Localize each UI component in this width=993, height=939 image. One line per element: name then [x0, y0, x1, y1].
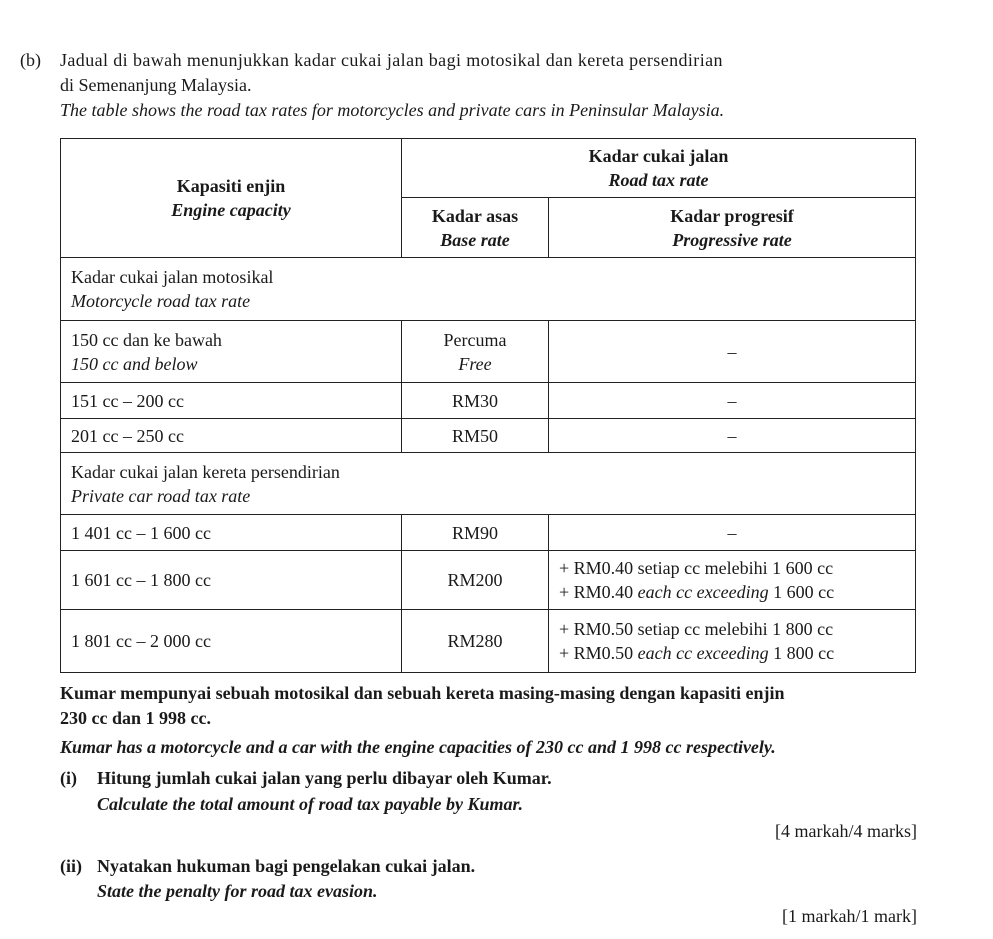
table-row: 1 401 cc – 1 600 cc RM90 – — [61, 515, 916, 551]
table-row: 201 cc – 250 cc RM50 – — [61, 419, 916, 453]
intro-en: The table shows the road tax rates for motorcycles and private cars in Peninsular Malaysia. — [60, 100, 725, 120]
section-motorcycle: Kadar cukai jalan motosikal Motorcycle road tax rate — [61, 258, 916, 321]
header-base-rate: Kadar asas Base rate — [402, 198, 549, 258]
context-ms-2: 230 cc dan 1 998 cc. — [60, 708, 211, 728]
table-row: 151 cc – 200 cc RM30 – — [61, 383, 916, 419]
context-en: Kumar has a motorcycle and a car with the engine capacities of 230 cc and 1 998 cc respectively. — [60, 737, 776, 757]
q1-en: Calculate the total amount of road tax payable by Kumar. — [97, 794, 524, 814]
q1-ms: Hitung jumlah cukai jalan yang perlu dibayar oleh Kumar. — [97, 768, 552, 788]
q2-en: State the penalty for road tax evasion. — [97, 881, 378, 901]
table-row: 1 801 cc – 2 000 cc RM280 + RM0.50 setiap cc melebihi 1 800 cc + RM0.50 each cc exceeding 1 800 cc — [61, 610, 916, 673]
section-private-car: Kadar cukai jalan kereta persendirian Private car road tax rate — [61, 453, 916, 515]
q2-marks: [1 markah/1 mark] — [782, 906, 917, 926]
intro-ms-2: di Semenanjung Malaysia. — [60, 75, 252, 95]
part-label: (b) — [20, 50, 41, 70]
header-progressive-rate: Kadar progresif Progressive rate — [549, 198, 916, 258]
table-row: 1 601 cc – 1 800 cc RM200 + RM0.40 setiap cc melebihi 1 600 cc + RM0.40 each cc exceeding 1 600 cc — [61, 551, 916, 610]
intro-ms: Jadual di bawah menunjukkan kadar cukai jalan bagi motosikal dan kereta persendirian — [60, 50, 723, 70]
header-engine-capacity: Kapasiti enjin Engine capacity — [61, 139, 402, 258]
context-ms: Kumar mempunyai sebuah motosikal dan sebuah kereta masing-masing dengan kapasiti enjin — [60, 683, 785, 703]
q1-label: (i) — [60, 768, 77, 788]
q2-ms: Nyatakan hukuman bagi pengelakan cukai jalan. — [97, 856, 476, 876]
q2-label: (ii) — [60, 856, 82, 876]
road-tax-table — [60, 138, 916, 673]
q1-marks: [4 markah/4 marks] — [775, 821, 917, 841]
table-row: 150 cc dan ke bawah 150 cc and below Percuma Free – — [61, 321, 916, 383]
header-road-tax-rate: Kadar cukai jalan Road tax rate — [402, 139, 916, 198]
